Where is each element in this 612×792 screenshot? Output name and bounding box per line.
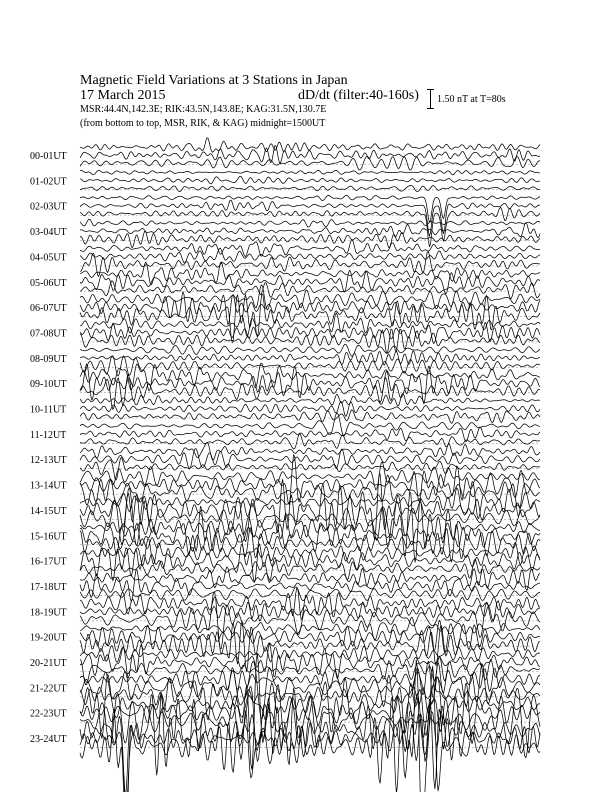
station-trace-kag — [80, 434, 540, 449]
hour-row-label: 07-08UT — [30, 328, 67, 340]
hour-row-label: 23-24UT — [30, 734, 67, 746]
hour-row-label: 19-20UT — [30, 632, 67, 644]
station-coordinates: MSR:44.4N,142.3E; RIK:43.5N,143.8E; KAG:31.5N,130.7E — [80, 104, 327, 115]
hour-row-label: 02-03UT — [30, 201, 67, 213]
station-trace-kag — [80, 660, 540, 792]
hour-row-label: 11-12UT — [30, 429, 67, 441]
station-trace-kag — [80, 586, 540, 600]
station-trace-kag — [80, 524, 540, 562]
station-trace-msr — [80, 393, 540, 406]
station-trace-kag — [80, 185, 540, 191]
hour-row-label: 08-09UT — [30, 353, 67, 365]
chart-title: Magnetic Field Variations at 3 Stations in Japan — [80, 73, 348, 88]
station-trace-kag — [80, 294, 540, 343]
hour-row-label: 20-21UT — [30, 658, 67, 669]
station-trace-msr — [80, 492, 540, 563]
hour-row-label: 17-18UT — [30, 581, 67, 593]
hour-row-label: 00-01UT — [30, 151, 67, 162]
hour-row-label: 22-23UT — [30, 708, 67, 720]
station-trace-msr — [80, 344, 540, 356]
hour-row-label: 09-10UT — [30, 379, 67, 391]
station-trace-msr — [80, 170, 540, 175]
station-trace-msr — [80, 138, 540, 153]
station-trace-msr — [80, 413, 540, 436]
station-trace-rik — [80, 200, 540, 236]
hour-row-label: 03-04UT — [30, 227, 67, 239]
station-trace-msr — [80, 442, 540, 460]
hour-row-label: 21-22UT — [30, 683, 67, 695]
hour-row-label: 13-14UT — [30, 480, 67, 492]
station-trace-rik — [80, 427, 540, 441]
hour-row-label: 01-02UT — [30, 176, 67, 188]
station-trace-rik — [80, 248, 540, 263]
hour-row-label: 05-06UT — [30, 277, 67, 289]
station-trace-rik — [80, 146, 540, 164]
hour-row-label: 12-13UT — [30, 455, 67, 467]
station-trace-rik — [80, 643, 540, 679]
station-trace-kag — [80, 156, 540, 170]
station-trace-msr — [80, 262, 540, 285]
hour-row-label: 10-11UT — [30, 404, 67, 416]
scale-bar-label: 1.50 nT at T=80s — [437, 94, 506, 105]
hour-row-label: 18-19UT — [30, 607, 67, 619]
quantity-label: dD/dt (filter:40-160s) — [298, 88, 419, 103]
station-trace-rik — [80, 620, 540, 653]
hour-row-label: 16-17UT — [30, 556, 67, 568]
hour-row-label: 04-05UT — [30, 252, 67, 264]
station-trace-kag — [80, 231, 540, 247]
station-trace-kag — [80, 375, 540, 410]
station-trace-msr — [80, 646, 540, 663]
date-label: 17 March 2015 — [80, 88, 166, 103]
station-trace-msr — [80, 567, 540, 591]
station-trace-msr — [80, 219, 540, 227]
station-trace-rik — [80, 449, 540, 469]
hour-row-label: 06-07UT — [30, 303, 67, 315]
station-trace-rik — [80, 176, 540, 183]
station-trace-rik — [80, 455, 540, 505]
station-trace-kag — [80, 410, 540, 424]
station-trace-rik — [80, 601, 540, 621]
station-order-note: (from bottom to top, MSR, RIK, & KAG) midnight=1500UT — [80, 118, 326, 129]
station-trace-msr — [80, 674, 540, 738]
hour-row-label: 14-15UT — [30, 505, 67, 517]
station-trace-msr — [80, 195, 540, 222]
hour-row-label: 15-16UT — [30, 531, 67, 543]
